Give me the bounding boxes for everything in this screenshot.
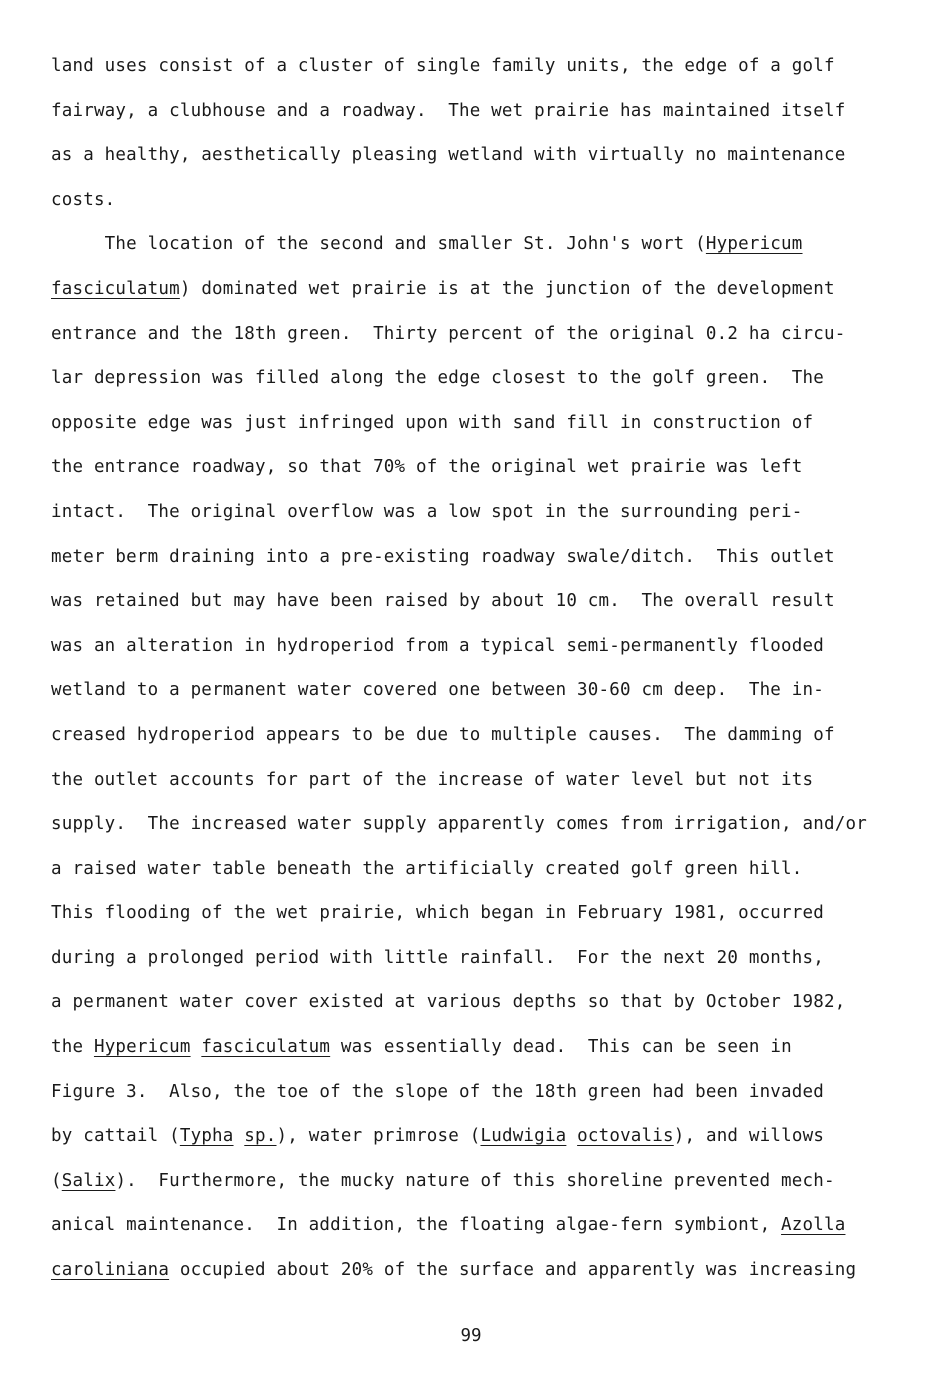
- text-line: [51, 579, 911, 624]
- italic-term: caroliniana: [51, 1260, 170, 1281]
- text-line: [51, 222, 911, 267]
- text-line: [51, 1248, 911, 1293]
- text-line: [51, 133, 911, 178]
- text-segment: intact. The original overflow was a low spot in the surrounding peri-: [51, 501, 803, 522]
- text-segment: entrance and the 18th green. Thirty percent of the original 0.2 ha circu-: [51, 323, 846, 344]
- text-line: [51, 267, 911, 312]
- text-segment: the outlet accounts for part of the increase of water level but not its: [51, 769, 814, 790]
- text-segment: the entrance roadway, so that 70% of the original wet prairie was left: [51, 457, 803, 478]
- italic-term: fasciculatum: [51, 278, 180, 299]
- text-line: [51, 445, 911, 490]
- text-segment: meter berm draining into a pre-existing roadway swale/ditch. This outlet: [51, 546, 835, 567]
- text-segment: occupied about 20% of the surface and apparently was increasing: [169, 1260, 857, 1281]
- text-line: [51, 44, 911, 89]
- text-segment: opposite edge was just infringed upon with sand fill in construction of: [51, 412, 814, 433]
- text-segment: This flooding of the wet prairie, which began in February 1981, occurred: [51, 903, 824, 924]
- text-line: [51, 758, 911, 803]
- text-segment: during a prolonged period with little rainfall. For the next 20 months,: [51, 947, 824, 968]
- text-segment: The location of the second and smaller St. John's wort (: [51, 234, 706, 255]
- italic-term: octovalis: [577, 1126, 674, 1147]
- text-line: [51, 713, 911, 758]
- italic-term: fasciculatum: [201, 1037, 331, 1058]
- italic-term: Ludwigia: [480, 1126, 567, 1147]
- text-line: [51, 891, 911, 936]
- text-segment: Figure 3. Also, the toe of the slope of the 18th green had been invaded: [51, 1081, 824, 1102]
- text-line: [51, 624, 911, 669]
- text-segment: supply. The increased water supply apparently comes from irrigation, and/or: [51, 814, 867, 835]
- text-segment: [191, 1037, 202, 1057]
- text-line: [51, 1114, 911, 1159]
- text-line: [51, 668, 911, 713]
- text-segment: [566, 1126, 577, 1146]
- italic-term: Salix: [61, 1170, 116, 1191]
- text-line: [51, 1025, 911, 1070]
- text-line: [51, 356, 911, 401]
- text-segment: a raised water table beneath the artificially created golf green hill.: [51, 858, 803, 879]
- text-line: [51, 847, 911, 892]
- text-segment: ) dominated wet prairie is at the junction of the development: [179, 278, 835, 299]
- text-segment: ), water primrose (: [276, 1126, 481, 1147]
- text-line: [51, 980, 911, 1025]
- italic-term: sp.: [244, 1126, 277, 1147]
- text-segment: was retained but may have been raised by about 10 cm. The overall result: [51, 591, 835, 612]
- text-line: [51, 490, 911, 535]
- text-segment: was an alteration in hydroperiod from a typical semi-permanently flooded: [51, 635, 824, 656]
- text-line: [51, 1159, 911, 1204]
- text-segment: as a healthy, aesthetically pleasing wetland with virtually no maintenance: [51, 145, 846, 166]
- text-segment: creased hydroperiod appears to be due to multiple causes. The damming of: [51, 724, 835, 745]
- text-line: [51, 178, 911, 223]
- text-segment: ), and willows: [673, 1126, 825, 1147]
- italic-term: Hypericum: [705, 234, 803, 255]
- text-line: [51, 936, 911, 981]
- italic-term: Typha: [179, 1126, 234, 1147]
- text-segment: wetland to a permanent water covered one between 30-60 cm deep. The in-: [51, 680, 824, 701]
- text-line: [51, 401, 911, 446]
- text-segment: ). Furthermore, the mucky nature of this shoreline prevented mech-: [115, 1170, 835, 1191]
- body-text: [51, 44, 911, 1293]
- italic-term: Hypericum: [93, 1037, 191, 1058]
- text-segment: the: [51, 1037, 94, 1058]
- text-line: [51, 802, 911, 847]
- text-line: [51, 1070, 911, 1115]
- text-segment: land uses consist of a cluster of single family units, the edge of a golf: [51, 56, 835, 76]
- text-segment: costs.: [51, 189, 116, 210]
- page-number: 99: [460, 1326, 482, 1346]
- text-segment: (: [51, 1170, 62, 1191]
- text-segment: by cattail (: [51, 1126, 180, 1147]
- text-line: [51, 1203, 911, 1248]
- text-segment: fairway, a clubhouse and a roadway. The wet prairie has maintained itself: [51, 100, 846, 121]
- text-line: [51, 89, 911, 134]
- italic-term: Azolla: [781, 1215, 846, 1236]
- text-line: [51, 312, 911, 357]
- text-segment: lar depression was filled along the edge closest to the golf green. The: [51, 368, 824, 389]
- text-segment: was essentially dead. This can be seen in: [330, 1037, 792, 1058]
- text-line: [51, 535, 911, 580]
- text-segment: [234, 1126, 245, 1146]
- text-segment: anical maintenance. In addition, the floating algae-fern symbiont,: [51, 1215, 782, 1236]
- text-segment: a permanent water cover existed at various depths so that by October 1982,: [51, 992, 846, 1013]
